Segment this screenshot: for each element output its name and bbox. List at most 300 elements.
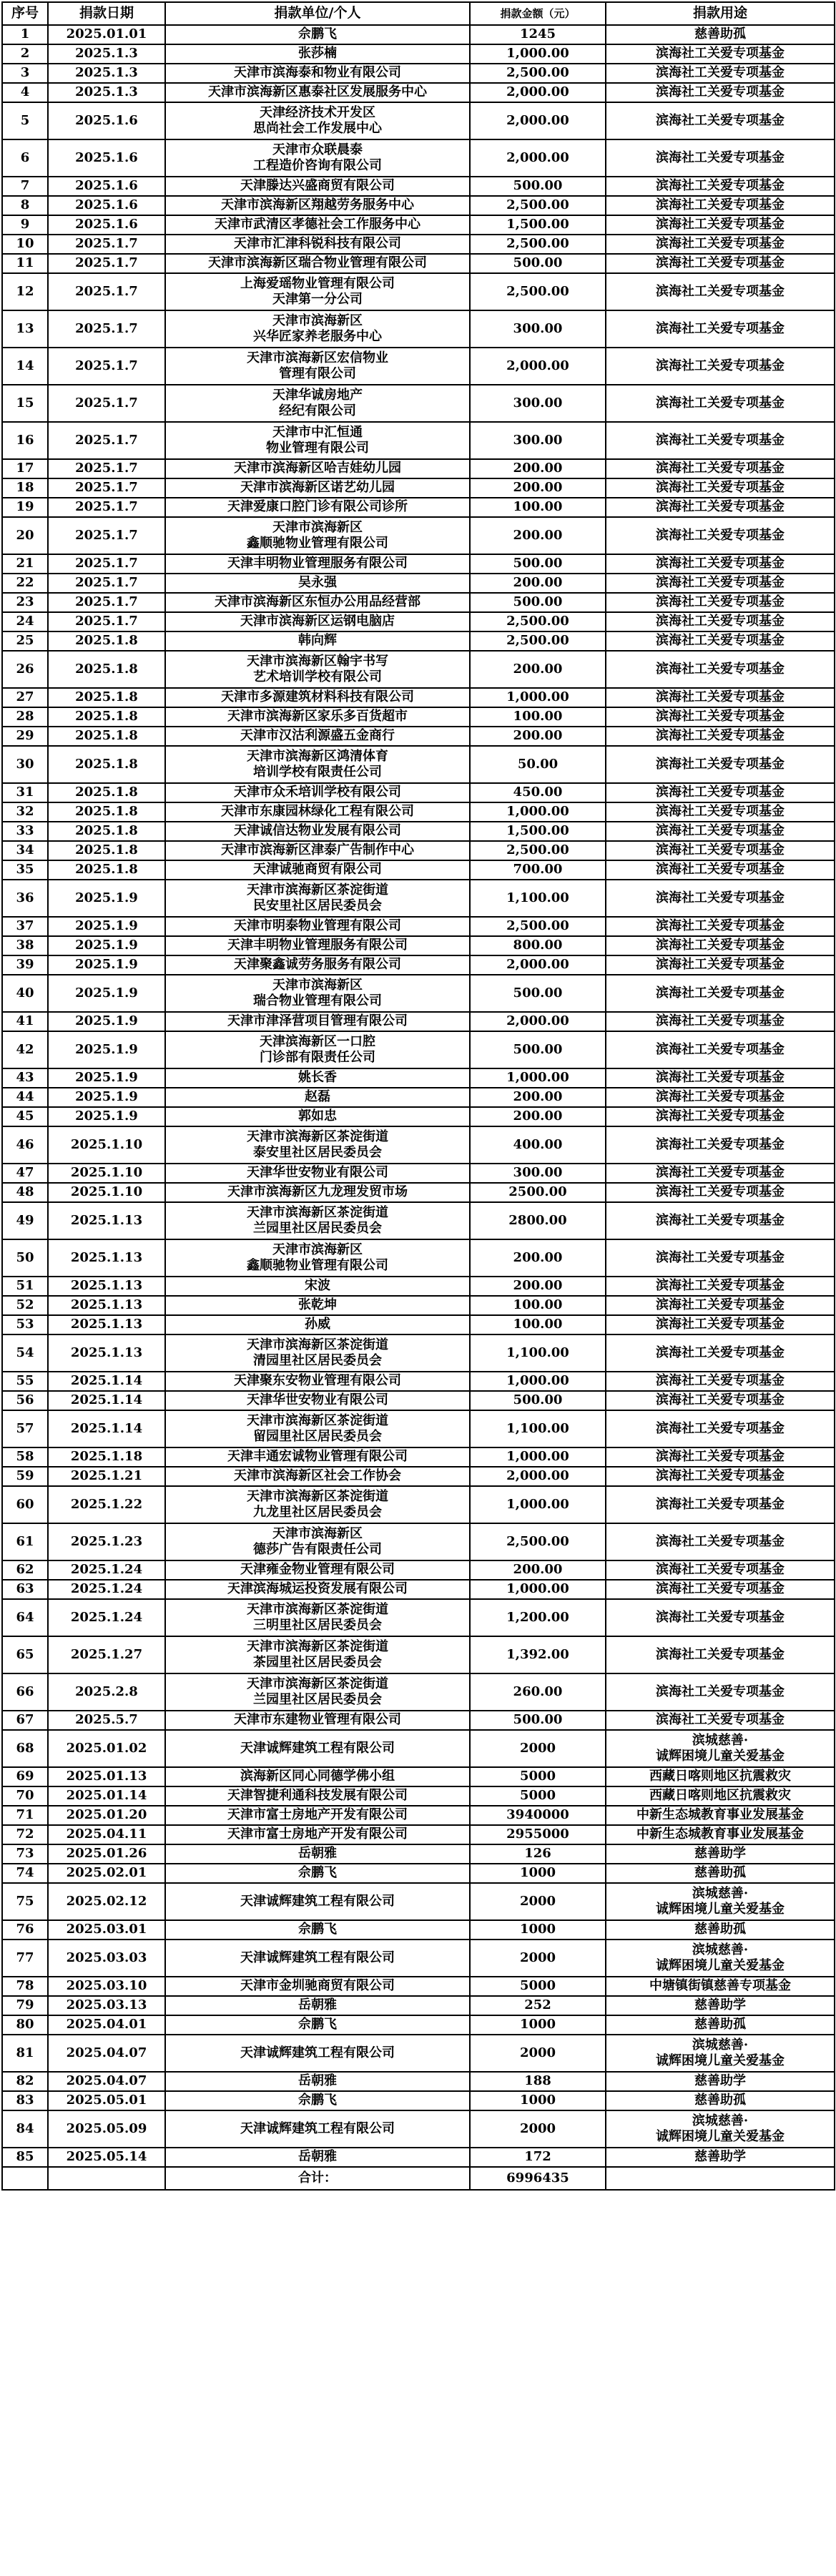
cell-date <box>48 860 165 880</box>
cell-seq <box>2 1844 48 1864</box>
cell-seq-line: 30 <box>16 756 34 772</box>
cell-date <box>48 196 165 215</box>
cell-donor-line: 天津市滨海新区茶淀街道 <box>247 1638 388 1654</box>
cell-purpose-line: 滨海社工关爱专项基金 <box>656 918 785 934</box>
cell-date <box>48 1031 165 1068</box>
cell-donor <box>165 1864 470 1883</box>
cell-amount-line: 100.00 <box>513 499 563 515</box>
cell-seq-line: 23 <box>16 594 34 610</box>
cell-amount-line: 1,100.00 <box>506 890 569 905</box>
cell-purpose <box>606 1806 835 1825</box>
table-row <box>2 802 835 822</box>
cell-donor-line: 天津市滨海新区 <box>272 519 363 535</box>
cell-date <box>48 612 165 631</box>
cell-seq <box>2 1825 48 1844</box>
cell-amount <box>470 348 606 385</box>
cell-date-line: 2025.1.7 <box>75 395 138 411</box>
cell-purpose-line: 滨海社工关爱专项基金 <box>656 1420 785 1436</box>
table-row <box>2 385 835 422</box>
cell-amount <box>470 1486 606 1523</box>
cell-seq <box>2 612 48 631</box>
cell-purpose <box>606 1447 835 1467</box>
cell-seq <box>2 707 48 727</box>
cell-donor-line: 天津市中汇恒通 <box>272 424 363 440</box>
cell-date-line: 2025.1.9 <box>75 890 138 905</box>
cell-seq-line: 2 <box>20 46 30 62</box>
cell-purpose-line: 滨海社工关爱专项基金 <box>656 1609 785 1625</box>
cell-date <box>48 1296 165 1315</box>
cell-donor <box>165 880 470 917</box>
cell-seq-line: 31 <box>16 785 34 800</box>
cell-seq <box>2 1391 48 1410</box>
cell-purpose-line: 滨海社工关爱专项基金 <box>656 499 785 515</box>
cell-donor <box>165 254 470 273</box>
total-row <box>2 2167 835 2190</box>
cell-purpose-line: 滨海社工关爱专项基金 <box>656 985 785 1001</box>
cell-date <box>48 1486 165 1523</box>
cell-purpose <box>606 44 835 64</box>
cell-purpose <box>606 1940 835 1977</box>
cell-amount-line: 400.00 <box>513 1136 563 1152</box>
cell-seq <box>2 1767 48 1786</box>
cell-donor <box>165 177 470 196</box>
cell-donor-line: 天津市滨海新区翰宇书写 <box>247 653 388 669</box>
cell-amount-line: 300.00 <box>513 320 563 336</box>
cell-amount-line: 2,000.00 <box>506 1013 569 1029</box>
cell-donor <box>165 235 470 254</box>
cell-donor <box>165 422 470 459</box>
cell-date-line: 2025.1.7 <box>75 527 138 543</box>
cell-amount-line: 200.00 <box>513 1089 563 1105</box>
cell-seq <box>2 1486 48 1523</box>
cell-purpose-line: 滨海社工关爱专项基金 <box>656 1562 785 1578</box>
cell-seq <box>2 1883 48 1920</box>
cell-amount <box>470 1031 606 1068</box>
cell-date-line: 2025.5.7 <box>75 1712 138 1728</box>
cell-purpose-line: 诚辉困境儿童关爱基金 <box>656 1749 785 1764</box>
cell-donor <box>165 1920 470 1940</box>
cell-donor-line: 天津丰明物业管理服务有限公司 <box>227 556 408 571</box>
table-row <box>2 651 835 688</box>
cell-purpose <box>606 1164 835 1183</box>
header-purpose: 捐款用途 <box>606 2 835 25</box>
cell-date-line: 2025.1.8 <box>75 842 138 858</box>
cell-purpose-line: 滨海社工关爱专项基金 <box>656 890 785 905</box>
cell-amount-line: 100.00 <box>513 1317 563 1332</box>
cell-purpose-line: 慈善助孤 <box>694 26 746 42</box>
cell-purpose <box>606 498 835 517</box>
cell-amount-line: 2,500.00 <box>506 842 569 858</box>
table-row <box>2 1296 835 1315</box>
cell-date-line: 2025.1.23 <box>70 1533 143 1549</box>
cell-seq <box>2 1107 48 1126</box>
cell-amount-line: 2,500.00 <box>506 918 569 934</box>
cell-seq-line: 26 <box>16 661 34 677</box>
cell-date <box>48 1183 165 1202</box>
cell-date <box>48 955 165 975</box>
cell-amount-line: 500.00 <box>513 1392 563 1408</box>
cell-seq-line: 1 <box>20 26 30 42</box>
cell-date-line: 2025.1.9 <box>75 985 138 1001</box>
cell-purpose <box>606 310 835 348</box>
table-row <box>2 2072 835 2091</box>
cell-purpose <box>606 2148 835 2167</box>
cell-date-line: 2025.1.3 <box>75 46 138 62</box>
cell-date-line: 2025.1.14 <box>70 1373 143 1389</box>
cell-donor-line: 兰园里社区居民委员会 <box>253 1692 382 1707</box>
table-row <box>2 2091 835 2110</box>
cell-purpose-line: 滨海社工关爱专项基金 <box>656 1013 785 1029</box>
cell-amount-line: 2,500.00 <box>506 1533 569 1549</box>
cell-donor-line: 德莎广告有限责任公司 <box>253 1542 382 1557</box>
cell-date-line: 2025.1.7 <box>75 432 138 448</box>
cell-donor-line: 天津聚东安物业管理有限公司 <box>234 1373 401 1389</box>
cell-donor-line: 天津滕达兴盛商贸有限公司 <box>240 178 395 194</box>
cell-donor-line: 天津市滨海新区鸿清体育 <box>247 748 388 764</box>
cell-date-line: 2025.1.22 <box>70 1496 143 1512</box>
total-empty-cell <box>606 2167 835 2190</box>
cell-date-line: 2025.03.01 <box>66 1922 147 1937</box>
cell-purpose <box>606 593 835 612</box>
table-row <box>2 746 835 783</box>
cell-purpose <box>606 612 835 631</box>
cell-purpose <box>606 860 835 880</box>
cell-date <box>48 936 165 955</box>
cell-purpose-line: 滨海社工关爱专项基金 <box>656 1070 785 1086</box>
cell-amount <box>470 707 606 727</box>
table-row <box>2 1107 835 1126</box>
cell-date-line: 2025.1.10 <box>70 1165 143 1181</box>
cell-donor <box>165 1580 470 1599</box>
table-row <box>2 1467 835 1486</box>
cell-amount <box>470 2035 606 2072</box>
cell-seq <box>2 746 48 783</box>
cell-amount-line: 2,500.00 <box>506 65 569 81</box>
cell-purpose <box>606 1523 835 1560</box>
cell-donor <box>165 1088 470 1107</box>
cell-date <box>48 1711 165 1730</box>
cell-donor-line: 天津市滨海新区哈吉娃幼儿园 <box>234 461 401 476</box>
cell-date-line: 2025.1.7 <box>75 358 138 373</box>
table-row <box>2 1315 835 1334</box>
cell-purpose-line: 滨海社工关爱专项基金 <box>656 112 785 128</box>
cell-seq-line: 35 <box>16 862 34 877</box>
cell-date <box>48 2035 165 2072</box>
cell-purpose <box>606 1183 835 1202</box>
table-row <box>2 102 835 139</box>
cell-purpose-line: 滨海社工关爱专项基金 <box>656 728 785 744</box>
cell-donor-line: 天津诚辉建筑工程有限公司 <box>240 1950 395 1965</box>
cell-seq-line: 77 <box>16 1950 34 1965</box>
cell-date-line: 2025.1.6 <box>75 217 138 232</box>
cell-seq <box>2 955 48 975</box>
cell-donor <box>165 1786 470 1806</box>
cell-amount <box>470 1372 606 1391</box>
cell-date <box>48 2110 165 2148</box>
cell-amount <box>470 1786 606 1806</box>
cell-purpose <box>606 1786 835 1806</box>
cell-donor-line: 管理有限公司 <box>279 366 356 381</box>
cell-donor <box>165 1711 470 1730</box>
cell-date <box>48 2091 165 2110</box>
cell-donor <box>165 1523 470 1560</box>
cell-date <box>48 25 165 44</box>
cell-donor-line: 姚长香 <box>298 1070 337 1086</box>
total-empty-cell <box>2 2167 48 2190</box>
cell-purpose <box>606 1391 835 1410</box>
cell-donor-line: 天津市滨海新区茶淀街道 <box>247 1601 388 1617</box>
cell-seq <box>2 1068 48 1088</box>
cell-amount-line: 500.00 <box>513 556 563 571</box>
cell-donor-line: 天津市多源建筑材料科技有限公司 <box>221 689 414 705</box>
cell-date <box>48 517 165 554</box>
cell-seq-line: 14 <box>16 358 34 373</box>
table-row <box>2 1183 835 1202</box>
cell-date <box>48 1580 165 1599</box>
cell-date-line: 2025.1.7 <box>75 499 138 515</box>
cell-donor <box>165 1107 470 1126</box>
cell-seq <box>2 64 48 83</box>
cell-amount-line: 1,000.00 <box>506 1581 569 1597</box>
cell-donor-line: 天津市滨海新区茶淀街道 <box>247 1204 388 1220</box>
cell-donor-line: 天津市滨海新区宏信物业 <box>247 350 388 365</box>
cell-amount <box>470 1391 606 1410</box>
cell-date <box>48 975 165 1012</box>
cell-donor-line: 张乾坤 <box>298 1297 337 1313</box>
cell-seq <box>2 1996 48 2015</box>
cell-purpose-line: 滨海社工关爱专项基金 <box>656 1212 785 1228</box>
cell-seq-line: 78 <box>16 1978 34 1994</box>
cell-purpose-line: 滨海社工关爱专项基金 <box>656 1712 785 1728</box>
cell-purpose <box>606 2072 835 2091</box>
cell-purpose <box>606 1202 835 1239</box>
cell-amount-line: 1000 <box>519 1865 556 1881</box>
cell-seq-line: 15 <box>16 395 34 411</box>
cell-amount-line: 2,000.00 <box>506 149 569 165</box>
cell-purpose-line: 滨海社工关爱专项基金 <box>656 65 785 81</box>
cell-amount <box>470 1711 606 1730</box>
cell-amount-line: 5000 <box>519 1978 556 1994</box>
cell-donor <box>165 1883 470 1920</box>
cell-seq-line: 81 <box>16 2045 34 2060</box>
cell-amount <box>470 2091 606 2110</box>
cell-seq <box>2 1202 48 1239</box>
cell-seq <box>2 936 48 955</box>
table-row <box>2 1580 835 1599</box>
cell-date <box>48 1012 165 1031</box>
cell-amount-line: 300.00 <box>513 1165 563 1181</box>
cell-purpose-line: 滨海社工关爱专项基金 <box>656 527 785 543</box>
cell-seq <box>2 1940 48 1977</box>
cell-donor <box>165 554 470 574</box>
cell-donor <box>165 385 470 422</box>
cell-date-line: 2025.1.14 <box>70 1392 143 1408</box>
cell-date-line: 2025.1.24 <box>70 1609 143 1625</box>
cell-donor <box>165 917 470 936</box>
cell-amount <box>470 1068 606 1088</box>
cell-date-line: 2025.1.13 <box>70 1212 143 1228</box>
cell-amount <box>470 880 606 917</box>
cell-date-line: 2025.1.13 <box>70 1249 143 1265</box>
cell-donor-line: 瑞合物业管理有限公司 <box>253 993 382 1008</box>
cell-amount-line: 1,000.00 <box>506 689 569 705</box>
table-row <box>2 631 835 651</box>
header-row <box>2 2 835 25</box>
cell-donor-line: 工程造价咨询有限公司 <box>253 158 382 173</box>
cell-purpose-line: 西藏日喀则地区抗震救灾 <box>649 1769 791 1784</box>
cell-purpose <box>606 1068 835 1088</box>
cell-date-line: 2025.1.9 <box>75 957 138 973</box>
cell-donor <box>165 688 470 707</box>
cell-amount-line: 1,000.00 <box>506 1373 569 1389</box>
cell-seq-line: 19 <box>16 499 34 515</box>
cell-date <box>48 1599 165 1636</box>
table-row <box>2 1372 835 1391</box>
cell-donor-line: 岳朝雅 <box>298 2149 337 2165</box>
cell-seq <box>2 1126 48 1164</box>
cell-seq-line: 80 <box>16 2017 34 2032</box>
cell-amount-line: 260.00 <box>513 1683 563 1699</box>
cell-purpose-line: 滨城慈善· <box>692 2037 749 2053</box>
cell-amount <box>470 2015 606 2035</box>
cell-purpose-line: 滨海社工关爱专项基金 <box>656 197 785 213</box>
cell-amount <box>470 1277 606 1296</box>
cell-date-line: 2025.05.09 <box>66 2120 147 2136</box>
cell-amount <box>470 688 606 707</box>
table-row <box>2 1334 835 1372</box>
cell-amount-line: 2,500.00 <box>506 633 569 649</box>
cell-amount <box>470 422 606 459</box>
cell-donor <box>165 1844 470 1864</box>
cell-amount-line: 3940000 <box>506 1807 569 1823</box>
cell-purpose-line: 诚辉困境儿童关爱基金 <box>656 1902 785 1917</box>
cell-amount <box>470 1183 606 1202</box>
cell-date-line: 2025.1.8 <box>75 661 138 677</box>
cell-purpose <box>606 917 835 936</box>
cell-donor-line: 天津诚辉建筑工程有限公司 <box>240 1740 395 1756</box>
cell-amount <box>470 44 606 64</box>
table-row <box>2 955 835 975</box>
cell-amount-line: 2,500.00 <box>506 236 569 252</box>
cell-purpose-line: 滨海社工关爱专项基金 <box>656 661 785 677</box>
cell-amount <box>470 517 606 554</box>
cell-amount <box>470 196 606 215</box>
cell-amount-line: 1,100.00 <box>506 1420 569 1436</box>
cell-amount-line: 200.00 <box>513 1249 563 1265</box>
cell-purpose-line: 滨海社工关爱专项基金 <box>656 938 785 953</box>
cell-seq-line: 40 <box>16 985 34 1001</box>
cell-purpose <box>606 1673 835 1711</box>
cell-donor <box>165 102 470 139</box>
cell-seq <box>2 2035 48 2072</box>
cell-date-line: 2025.01.02 <box>66 1740 147 1756</box>
cell-donor <box>165 1239 470 1277</box>
cell-date <box>48 1673 165 1711</box>
cell-amount-line: 200.00 <box>513 480 563 496</box>
table-row <box>2 348 835 385</box>
cell-amount-line: 200.00 <box>513 1278 563 1294</box>
table-row <box>2 83 835 102</box>
cell-purpose <box>606 1467 835 1486</box>
cell-seq <box>2 2015 48 2035</box>
cell-date-line: 2025.04.07 <box>66 2073 147 2089</box>
cell-date-line: 2025.1.7 <box>75 594 138 610</box>
table-row <box>2 1844 835 1864</box>
cell-donor-line: 天津市武清区孝德社会工作服务中心 <box>215 217 421 232</box>
cell-seq <box>2 2110 48 2148</box>
cell-purpose-line: 滨海社工关爱专项基金 <box>656 84 785 100</box>
cell-donor-line: 宋波 <box>305 1278 330 1294</box>
cell-donor <box>165 746 470 783</box>
cell-donor <box>165 1296 470 1315</box>
cell-seq-line: 27 <box>16 689 34 705</box>
cell-donor-line: 思尚社会工作发展中心 <box>253 121 382 136</box>
table-row <box>2 1864 835 1883</box>
cell-date <box>48 478 165 498</box>
cell-donor-line: 天津市滨海新区 <box>272 1525 363 1541</box>
cell-amount <box>470 936 606 955</box>
cell-seq <box>2 651 48 688</box>
cell-purpose-line: 滨海社工关爱专项基金 <box>656 575 785 591</box>
cell-donor-line: 佘鹏飞 <box>298 1865 337 1881</box>
cell-seq <box>2 1012 48 1031</box>
cell-date <box>48 783 165 802</box>
cell-donor <box>165 1410 470 1447</box>
cell-donor <box>165 1164 470 1183</box>
cell-donor-line: 天津聚鑫诚劳务服务有限公司 <box>234 957 401 973</box>
cell-purpose-line: 滨海社工关爱专项基金 <box>656 1108 785 1124</box>
cell-seq-line: 67 <box>16 1712 34 1728</box>
cell-donor-line: 孙威 <box>305 1317 330 1332</box>
cell-purpose-line: 滨海社工关爱专项基金 <box>656 1278 785 1294</box>
cell-donor-line: 天津市东康园林绿化工程有限公司 <box>221 804 414 820</box>
cell-purpose-line: 滨海社工关爱专项基金 <box>656 785 785 800</box>
cell-donor-line: 佘鹏飞 <box>298 26 337 42</box>
cell-date <box>48 1560 165 1580</box>
cell-date <box>48 2072 165 2091</box>
cell-donor-line: 经纪有限公司 <box>279 403 356 418</box>
cell-purpose-line: 滨海社工关爱专项基金 <box>656 217 785 232</box>
cell-purpose-line: 滨海社工关爱专项基金 <box>656 480 785 496</box>
cell-seq <box>2 975 48 1012</box>
cell-seq-line: 6 <box>20 149 30 165</box>
cell-purpose <box>606 254 835 273</box>
cell-purpose <box>606 880 835 917</box>
cell-donor <box>165 1372 470 1391</box>
cell-purpose-line: 滨海社工关爱专项基金 <box>656 1089 785 1105</box>
cell-amount <box>470 955 606 975</box>
cell-purpose-line: 慈善助孤 <box>694 2093 746 2108</box>
cell-donor-line: 天津滨海城运投资发展有限公司 <box>227 1581 408 1597</box>
cell-donor <box>165 459 470 478</box>
header-date: 捐款日期 <box>48 2 165 25</box>
cell-date <box>48 1806 165 1825</box>
cell-date-line: 2025.03.03 <box>66 1950 147 1965</box>
cell-date-line: 2025.04.11 <box>66 1827 147 1842</box>
cell-date <box>48 385 165 422</box>
cell-donor <box>165 707 470 727</box>
cell-donor <box>165 478 470 498</box>
table-row <box>2 215 835 235</box>
cell-donor <box>165 574 470 593</box>
cell-seq-line: 37 <box>16 918 34 934</box>
cell-purpose <box>606 1636 835 1673</box>
cell-donor-line: 张莎楠 <box>298 46 337 62</box>
cell-date <box>48 1334 165 1372</box>
cell-amount <box>470 498 606 517</box>
cell-donor <box>165 517 470 554</box>
table-row <box>2 235 835 254</box>
